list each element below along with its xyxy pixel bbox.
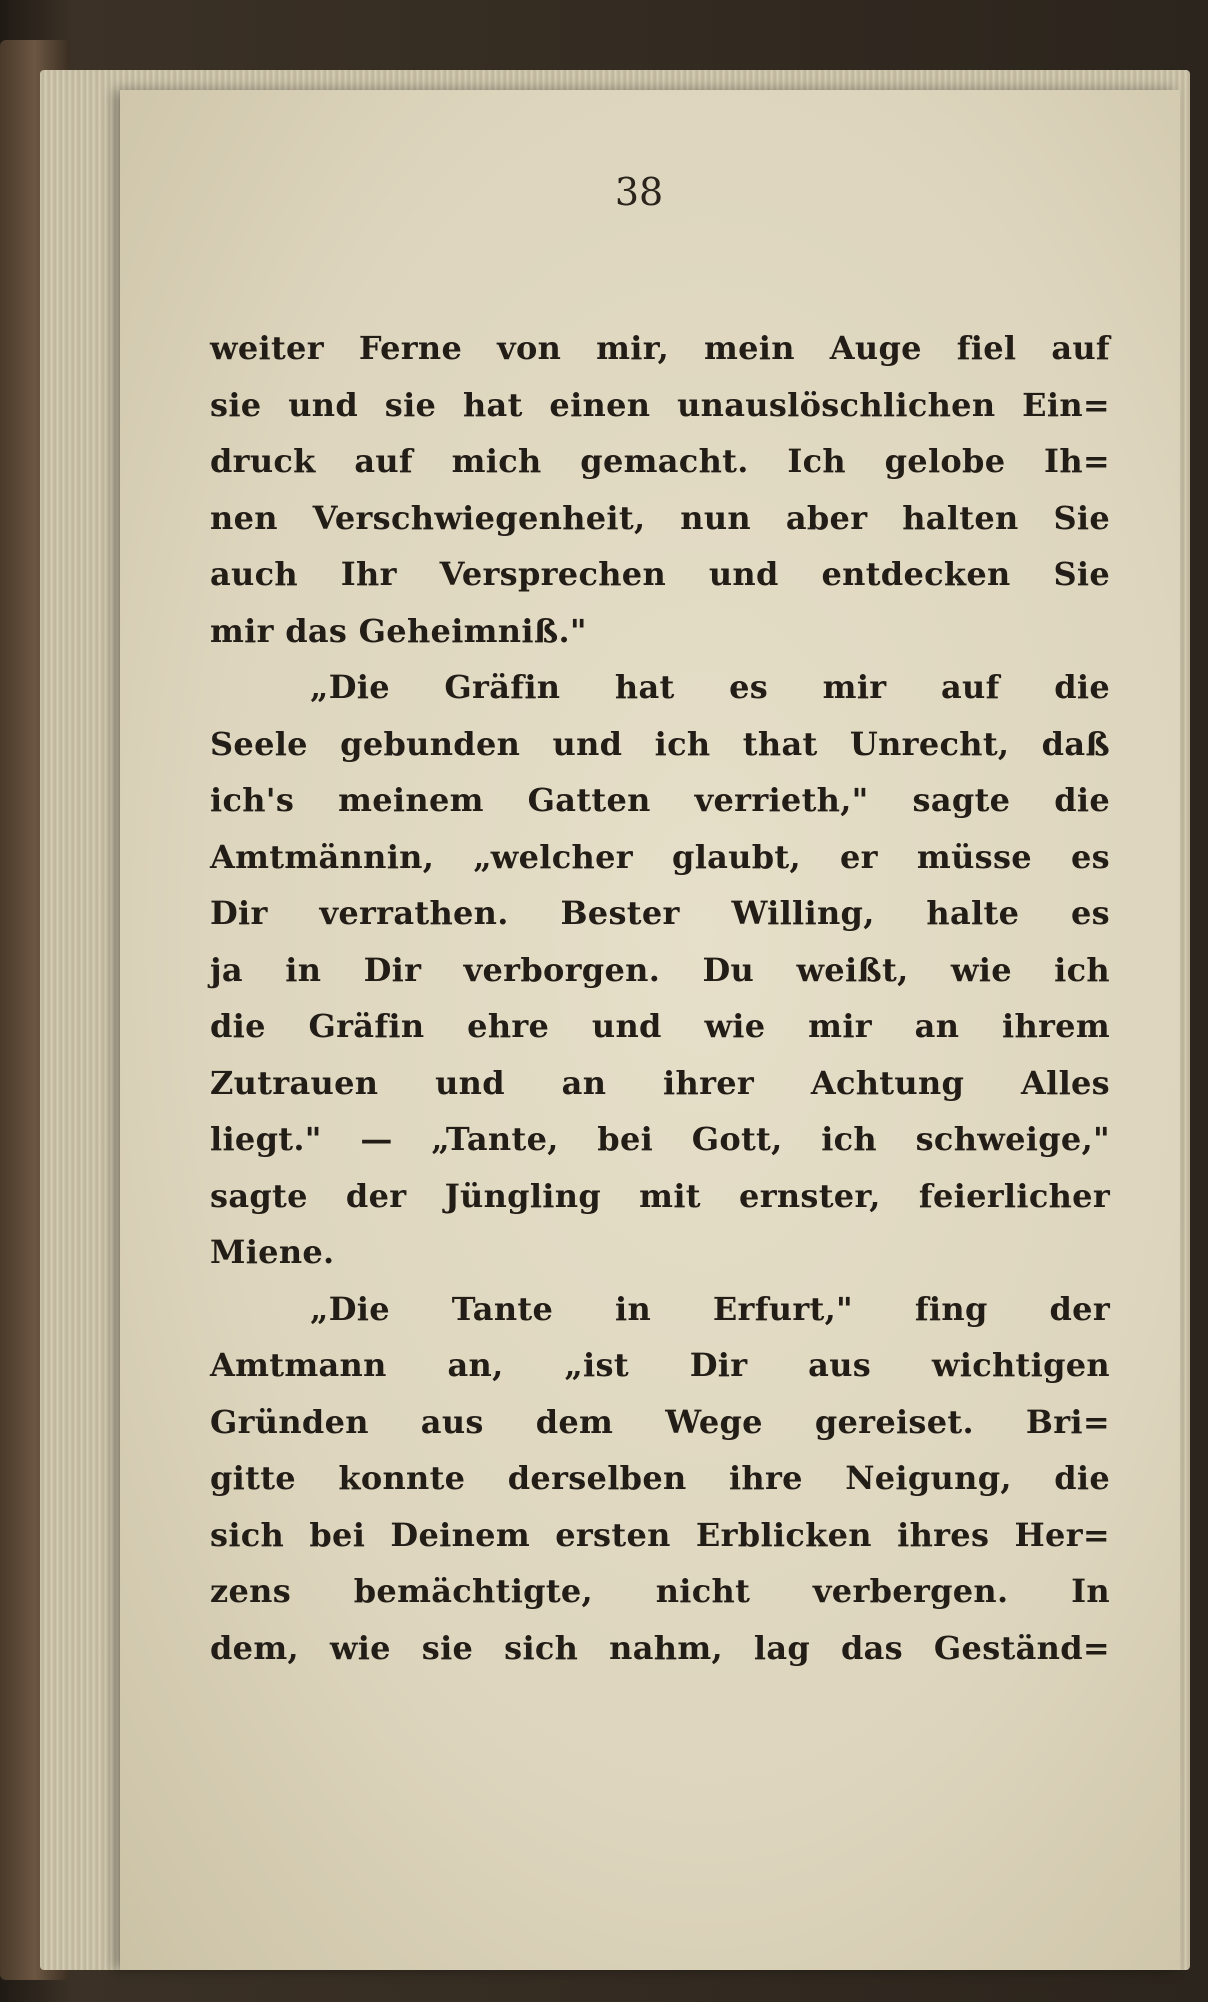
text-line: sagte der Jüngling mit ernster, feierlicher — [210, 1176, 1110, 1215]
text-line: „Die Gräfin hat es mir auf die — [310, 668, 1110, 706]
text-line: Seele gebunden und ich that Unrecht, daß — [210, 724, 1110, 763]
text-line: die Gräfin ehre und wie mir an ihrem — [210, 1007, 1110, 1045]
text-line: nen Verschwiegenheit, nun aber halten Sie — [210, 498, 1110, 537]
text-line: sie und sie hat einen unauslöschlichen Ein= — [210, 385, 1110, 424]
text-line: auch Ihr Versprechen und entdecken Sie — [210, 555, 1110, 593]
text-line: gitte konnte derselben ihre Neigung, die — [210, 1459, 1110, 1497]
text-line: druck auf mich gemacht. Ich gelobe Ih= — [210, 442, 1110, 480]
text-line: ja in Dir verborgen. Du weißt, wie ich — [210, 950, 1110, 989]
text-line: Amtmännin, „welcher glaubt, er müsse es — [210, 837, 1110, 876]
text-line: „Die Tante in Erfurt," fing der — [310, 1289, 1110, 1328]
text-line: Gründen aus dem Wege gereiset. Bri= — [210, 1402, 1110, 1441]
text-line: zens bemächtigte, nicht verbergen. In — [210, 1572, 1110, 1610]
text-line: Amtmann an, „ist Dir aus wichtigen — [210, 1346, 1110, 1384]
text-line: Miene. — [210, 1233, 335, 1271]
page-number: 38 — [614, 170, 664, 214]
text-line: sich bei Deinem ersten Erblicken ihres Her= — [210, 1515, 1110, 1554]
text-line: liegt." — „Tante, bei Gott, ich schweige," — [210, 1120, 1110, 1158]
page-text — [210, 320, 1110, 1676]
text-line: Dir verrathen. Bester Willing, halte es — [210, 894, 1110, 932]
text-line: mir das Geheimniß." — [210, 611, 587, 650]
text-line: Zutrauen und an ihrer Achtung Alles — [210, 1063, 1110, 1102]
text-line: weiter Ferne von mir, mein Auge fiel auf — [210, 329, 1110, 367]
text-line: ich's meinem Gatten verrieth," sagte die — [210, 781, 1110, 819]
text-line: dem, wie sie sich nahm, lag das Geständ= — [210, 1628, 1110, 1667]
